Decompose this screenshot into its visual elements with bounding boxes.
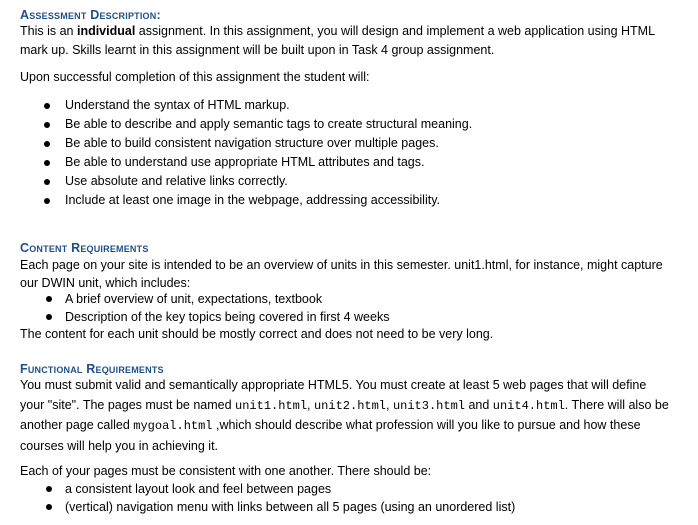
- filename-unit3: unit3.html: [392, 398, 465, 413]
- list-item: Include at least one image in the webpage, addressing accessibility.: [40, 191, 472, 210]
- list-item: Be able to describe and apply semantic tags to create structural meaning.: [40, 115, 472, 134]
- assessment-intro-suffix: assignment. In this assignment, you will design and implement a web application using HTML mark up. Skills learnt in this assignment will be built upon in Task 4 group assignment.: [20, 24, 655, 57]
- content-requirements-heading: Content Requirements: [20, 241, 149, 255]
- content-closing-text: The content for each unit should be mostly correct and does not need to be very long.: [20, 327, 494, 341]
- list-item: A brief overview of unit, expectations, textbook: [46, 290, 389, 308]
- consistency-items-list: [46, 480, 515, 516]
- assessment-intro-prefix: This is an: [20, 24, 77, 38]
- assessment-intro-paragraph: [20, 22, 680, 60]
- separator: ,: [307, 397, 314, 412]
- conjunction: and: [464, 397, 493, 412]
- list-item: Use absolute and relative links correctly.: [40, 172, 472, 191]
- list-item: Be able to build consistent navigation structure over multiple pages.: [40, 134, 472, 153]
- list-item: Understand the syntax of HTML markup.: [40, 96, 472, 115]
- consistency-lead-text: Each of your pages must be consistent with one another. There should be:: [20, 464, 432, 478]
- assessment-intro-bold: individual: [76, 24, 136, 38]
- assessment-description-heading: Assessment Description:: [20, 8, 161, 22]
- list-item: a consistent layout look and feel between pages: [46, 480, 515, 498]
- functional-text-3: ,which should describe what profession will you like to pursue and how these courses will help you in achieving it.: [20, 418, 641, 453]
- list-item: Be able to understand use appropriate HTML attributes and tags.: [40, 153, 472, 172]
- filename-unit4: unit4.html: [492, 398, 565, 413]
- assessment-lead-text: Upon successful completion of this assignment the student will:: [20, 70, 370, 84]
- filename-unit2: unit2.html: [313, 398, 386, 413]
- functional-requirements-heading: Functional Requirements: [20, 362, 164, 376]
- content-intro-paragraph: Each page on your site is intended to be an overview of units in this semester. unit1.html, for instance, might capture our DWIN unit, which includes:: [20, 258, 663, 290]
- list-item: Description of the key topics being covered in first 4 weeks: [46, 308, 389, 326]
- learning-outcomes-list: [40, 96, 472, 210]
- filename-unit1: unit1.html: [235, 398, 308, 413]
- functional-text-2: . There will also be another page called: [20, 397, 669, 432]
- functional-requirements-paragraph: [20, 376, 670, 456]
- functional-text-1: You must submit valid and semantically appropriate HTML5. You must create at least 5 web pages that will define your "site". The pages must be named: [20, 378, 647, 412]
- separator: ,: [386, 397, 393, 412]
- filename-mygoal: mygoal.html: [133, 419, 213, 433]
- content-items-list: [46, 290, 389, 326]
- list-item: (vertical) navigation menu with links between all 5 pages (using an unordered list): [46, 498, 515, 516]
